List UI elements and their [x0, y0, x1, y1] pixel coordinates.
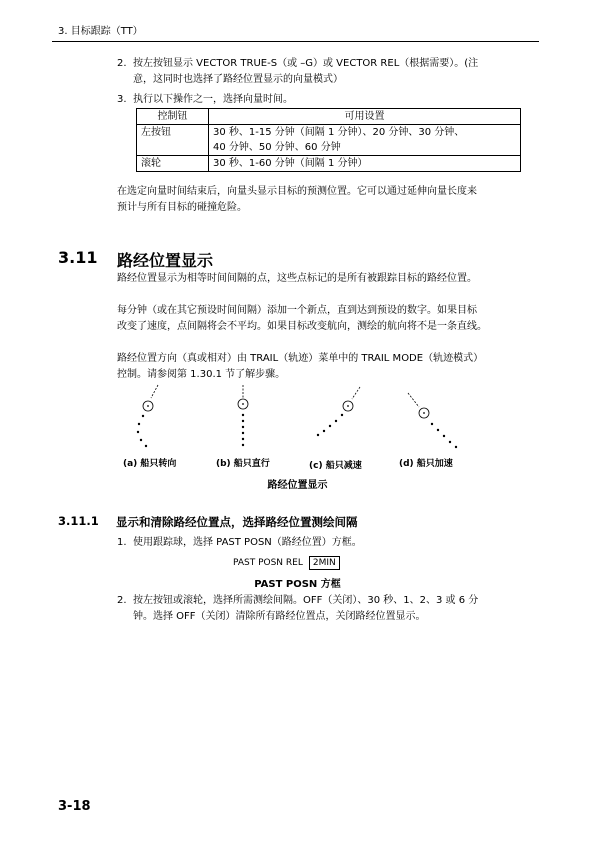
vector-explanation [117, 184, 527, 216]
trail-straight [238, 385, 248, 446]
step-number: 2. [117, 595, 127, 606]
step-line: 使用跟踪球，选择 PAST POSN（路经位置）方框。 [133, 537, 362, 548]
chapter-header: 3. 目标跟踪（TT） [58, 26, 143, 37]
para-line: 改变了速度，点间隔将会不平均。如果目标改变航向，测绘的航向将不是一条直线。 [117, 321, 487, 332]
trail-accelerating [408, 393, 457, 448]
subsection-title: 显示和清除路经位置点，选择路经位置测绘间隔 [116, 515, 358, 529]
section-para-3 [117, 351, 527, 383]
page-number: 3-18 [58, 799, 91, 814]
section-title: 路经位置显示 [117, 251, 214, 270]
step-3-vector-time [117, 92, 543, 108]
vector-time-table [136, 108, 521, 172]
caption-decelerating: (c) 船只减速 [309, 461, 362, 471]
cell-line: 30 秒、1-15 分钟（间隔 1 分钟）、20 分钟、30 分钟、 [213, 127, 465, 138]
past-posn-label: PAST POSN REL [233, 558, 303, 568]
step-line: 意，这同时也选择了路经位置显示的向量模式） [133, 74, 343, 85]
para-line: 路经位置方向（真或相对）由 TRAIL（轨迹）菜单中的 TRAIL MODE（轨迹模式） [117, 353, 484, 364]
para-line: 每分钟（或在其它预设时间间隔）添加一个新点，直到达到预设的数字。如果目标 [117, 305, 477, 316]
section-para-2 [117, 303, 527, 335]
step-line: 按左按钮显示 VECTOR TRUE-S（或 –G）或 VECTOR REL（根据需要）。(注 [133, 58, 479, 69]
section-heading [58, 248, 214, 270]
cell-line: 30 秒、1-60 分钟（间隔 1 分钟） [213, 158, 368, 169]
table-header-row [137, 109, 521, 125]
header-rule [52, 41, 539, 42]
step-number: 1. [117, 537, 127, 548]
subsection-number: 3.11.1 [58, 514, 99, 528]
step-2-vector [117, 56, 543, 88]
subsection-step-2 [117, 593, 543, 625]
step-line: 按左按钮或滚轮，选择所需测绘间隔。OFF（关闭）、30 秒、1、2、3 或 6 分 [133, 595, 479, 606]
figure-title: 路经位置显示 [267, 480, 328, 491]
step-line: 执行以下操作之一，选择向量时间。 [133, 94, 293, 105]
trail-turning [137, 385, 158, 447]
section-number: 3.11 [58, 248, 98, 267]
step-line: 钟。选择 OFF（关闭）清除所有路经位置点，关闭路经位置显示。 [133, 611, 426, 622]
table-cell-settings [209, 125, 521, 156]
para-line: 预计与所有目标的碰撞危险。 [117, 202, 247, 213]
subsection-step-1 [117, 535, 543, 551]
table-cell-settings [209, 156, 521, 172]
past-position-figure [0, 380, 595, 460]
table-cell-control: 左按钮 [137, 125, 209, 156]
table-cell-control: 滚轮 [137, 156, 209, 172]
table-header-control: 控制钮 [137, 109, 209, 125]
table-row [137, 125, 521, 156]
table-header-settings: 可用设置 [209, 109, 521, 125]
caption-straight: (b) 船只直行 [216, 459, 270, 469]
para-line: 控制。请参阅第 1.30.1 节了解步骤。 [117, 369, 286, 380]
para-line: 路经位置显示为相等时间间隔的点，这些点标记的是所有被跟踪目标的路经位置。 [117, 273, 477, 284]
step-number: 3. [117, 94, 127, 105]
past-posn-value-box: 2MIN [309, 556, 340, 570]
cell-line: 40 分钟、50 分钟、60 分钟 [213, 142, 341, 153]
caption-accelerating: (d) 船只加速 [399, 459, 453, 469]
past-posn-box-title: PAST POSN 方框 [254, 579, 341, 590]
caption-turning: (a) 船只转向 [123, 459, 177, 469]
table-row [137, 156, 521, 172]
section-para-1 [117, 271, 527, 287]
para-line: 在选定向量时间结束后，向量头显示目标的预测位置。它可以通过延伸向量长度来 [117, 186, 477, 197]
step-number: 2. [117, 58, 127, 69]
past-posn-box [233, 556, 340, 570]
trail-decelerating [317, 387, 360, 436]
subsection-heading [58, 514, 358, 529]
